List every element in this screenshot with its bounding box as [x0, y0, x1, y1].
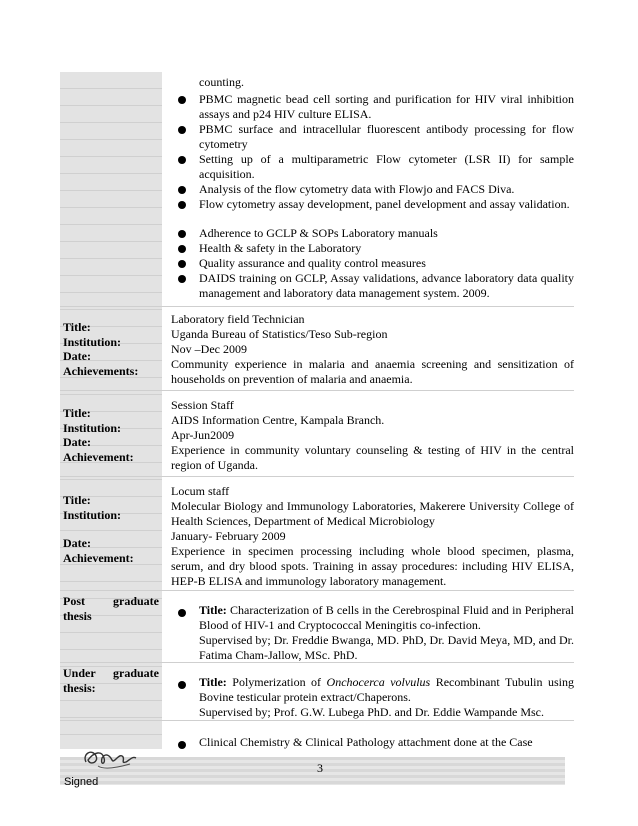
job-institution: AIDS Information Centre, Kampala Branch.	[171, 413, 385, 427]
bullet-icon	[178, 741, 186, 749]
label-achievement: Achievement:	[63, 551, 134, 565]
thesis-title-label: Title:	[199, 603, 227, 617]
job-date: Nov –Dec 2009	[171, 342, 247, 356]
section-divider	[60, 476, 574, 477]
job-title: Laboratory field Technician	[171, 312, 305, 326]
list-item: Health & safety in the Laboratory	[199, 241, 362, 255]
label-date: Date:	[63, 435, 91, 449]
label-part: Post	[63, 594, 85, 608]
postgrad-thesis-entry	[199, 603, 574, 663]
label-achievements: Achievements:	[63, 364, 139, 378]
list-item: Clinical Chemistry & Clinical Pathology attachment done at the Case	[199, 735, 533, 749]
thesis-title: Characterization of B cells in the Cerebrospinal Fluid and in Peripheral Blood of HIV-1 and Cryptococcal Meningitis co-infection.	[199, 603, 575, 632]
label-institution: Institution:	[63, 421, 122, 435]
list-item: PBMC magnetic bead cell sorting and purification for HIV viral inhibition assays and p24 HIV culture ELISA.	[199, 92, 574, 121]
list-item: Quality assurance and quality control measures	[199, 256, 426, 270]
bullet-icon	[178, 609, 186, 617]
label-undergraduate	[63, 666, 159, 681]
bullet-icon	[178, 260, 186, 268]
label-part: graduate	[113, 594, 159, 608]
label-achievement: Achievement:	[63, 450, 134, 464]
section-divider	[60, 720, 574, 721]
list-item: Adherence to GCLP & SOPs Laboratory manuals	[199, 226, 438, 240]
section-divider	[60, 590, 574, 591]
thesis-supervisors: Supervised by; Dr. Freddie Bwanga, MD. PhD, Dr. David Meya, MD, and Dr. Fatima Cham-Jallow, MSc. PhD.	[199, 633, 574, 662]
job-achievement: Experience in specimen processing including whole blood specimen, plasma, serum, and dry blood spots. Training in assay procedures: including HIV ELISA, HEP-B ELISA and immunology laboratory management.	[171, 544, 574, 588]
list-item: Setting up of a multiparametric Flow cytometer (LSR II) for sample acquisition.	[199, 152, 574, 181]
bullet-icon	[178, 245, 186, 253]
page-number: 3	[317, 761, 323, 775]
job-achievement: Community experience in malaria and anaemia screening and sensitization of households on prevention of malaria and anaemia.	[171, 357, 574, 386]
bullet-icon	[178, 201, 186, 209]
job-institution: Molecular Biology and Immunology Laboratories, Makerere University College of Health Sciences, Department of Medical Microbiology	[171, 499, 574, 528]
signature-image	[80, 744, 140, 772]
job-achievement: Experience in community voluntary counseling & testing of HIV in the central region of Uganda.	[171, 443, 574, 472]
label-date: Date:	[63, 536, 91, 550]
list-item: Flow cytometry assay development, panel development and assay validation.	[199, 197, 570, 211]
bullet-icon	[178, 186, 186, 194]
thesis-supervisors: Supervised by; Prof. G.W. Lubega PhD. and Dr. Eddie Wampande Msc.	[199, 705, 544, 719]
thesis-title-post: Recombinant Tubulin using Bovine testicular protein extract/Chaperons.	[199, 675, 574, 704]
list-item: Analysis of the flow cytometry data with Flowjo and FACS Diva.	[199, 182, 515, 196]
label-title: Title:	[63, 493, 91, 507]
label-thesis: thesis	[63, 609, 92, 623]
label-title: Title:	[63, 320, 91, 334]
bullet-icon	[178, 230, 186, 238]
list-item: PBMC surface and intracellular fluorescent antibody processing for flow cytometry	[199, 122, 574, 151]
bullet-icon	[178, 156, 186, 164]
label-part: Under	[63, 666, 96, 680]
job-title: Locum staff	[171, 484, 230, 498]
list-item: DAIDS training on GCLP, Assay validations, advance laboratory data quality management and laboratory data management system. 2009.	[199, 271, 574, 300]
section-divider	[60, 390, 574, 391]
bullet-icon	[178, 275, 186, 283]
label-part: graduate	[113, 666, 159, 680]
label-institution: Institution:	[63, 335, 122, 349]
job-date: Apr-Jun2009	[171, 428, 235, 442]
label-institution: Institution:	[63, 508, 122, 522]
signed-label: Signed	[64, 776, 99, 788]
section-divider	[60, 306, 574, 307]
thesis-title-species: Onchocerca volvulus	[326, 675, 431, 689]
section-divider	[60, 662, 574, 663]
bullet-icon	[178, 96, 186, 104]
job-title: Session Staff	[171, 398, 234, 412]
bullet-icon	[178, 681, 186, 689]
job-institution: Uganda Bureau of Statistics/Teso Sub-region	[171, 327, 388, 341]
job-date: January- February 2009	[171, 529, 286, 543]
label-title: Title:	[63, 406, 91, 420]
undergrad-thesis-entry	[199, 675, 574, 720]
label-date: Date:	[63, 349, 91, 363]
thesis-title-pre: Polymerization of	[232, 675, 327, 689]
bullet-icon	[178, 126, 186, 134]
thesis-title-label: Title:	[199, 675, 227, 689]
label-postgraduate	[63, 594, 159, 609]
list-item-continuation: counting.	[199, 75, 244, 89]
label-thesis: thesis:	[63, 681, 96, 695]
